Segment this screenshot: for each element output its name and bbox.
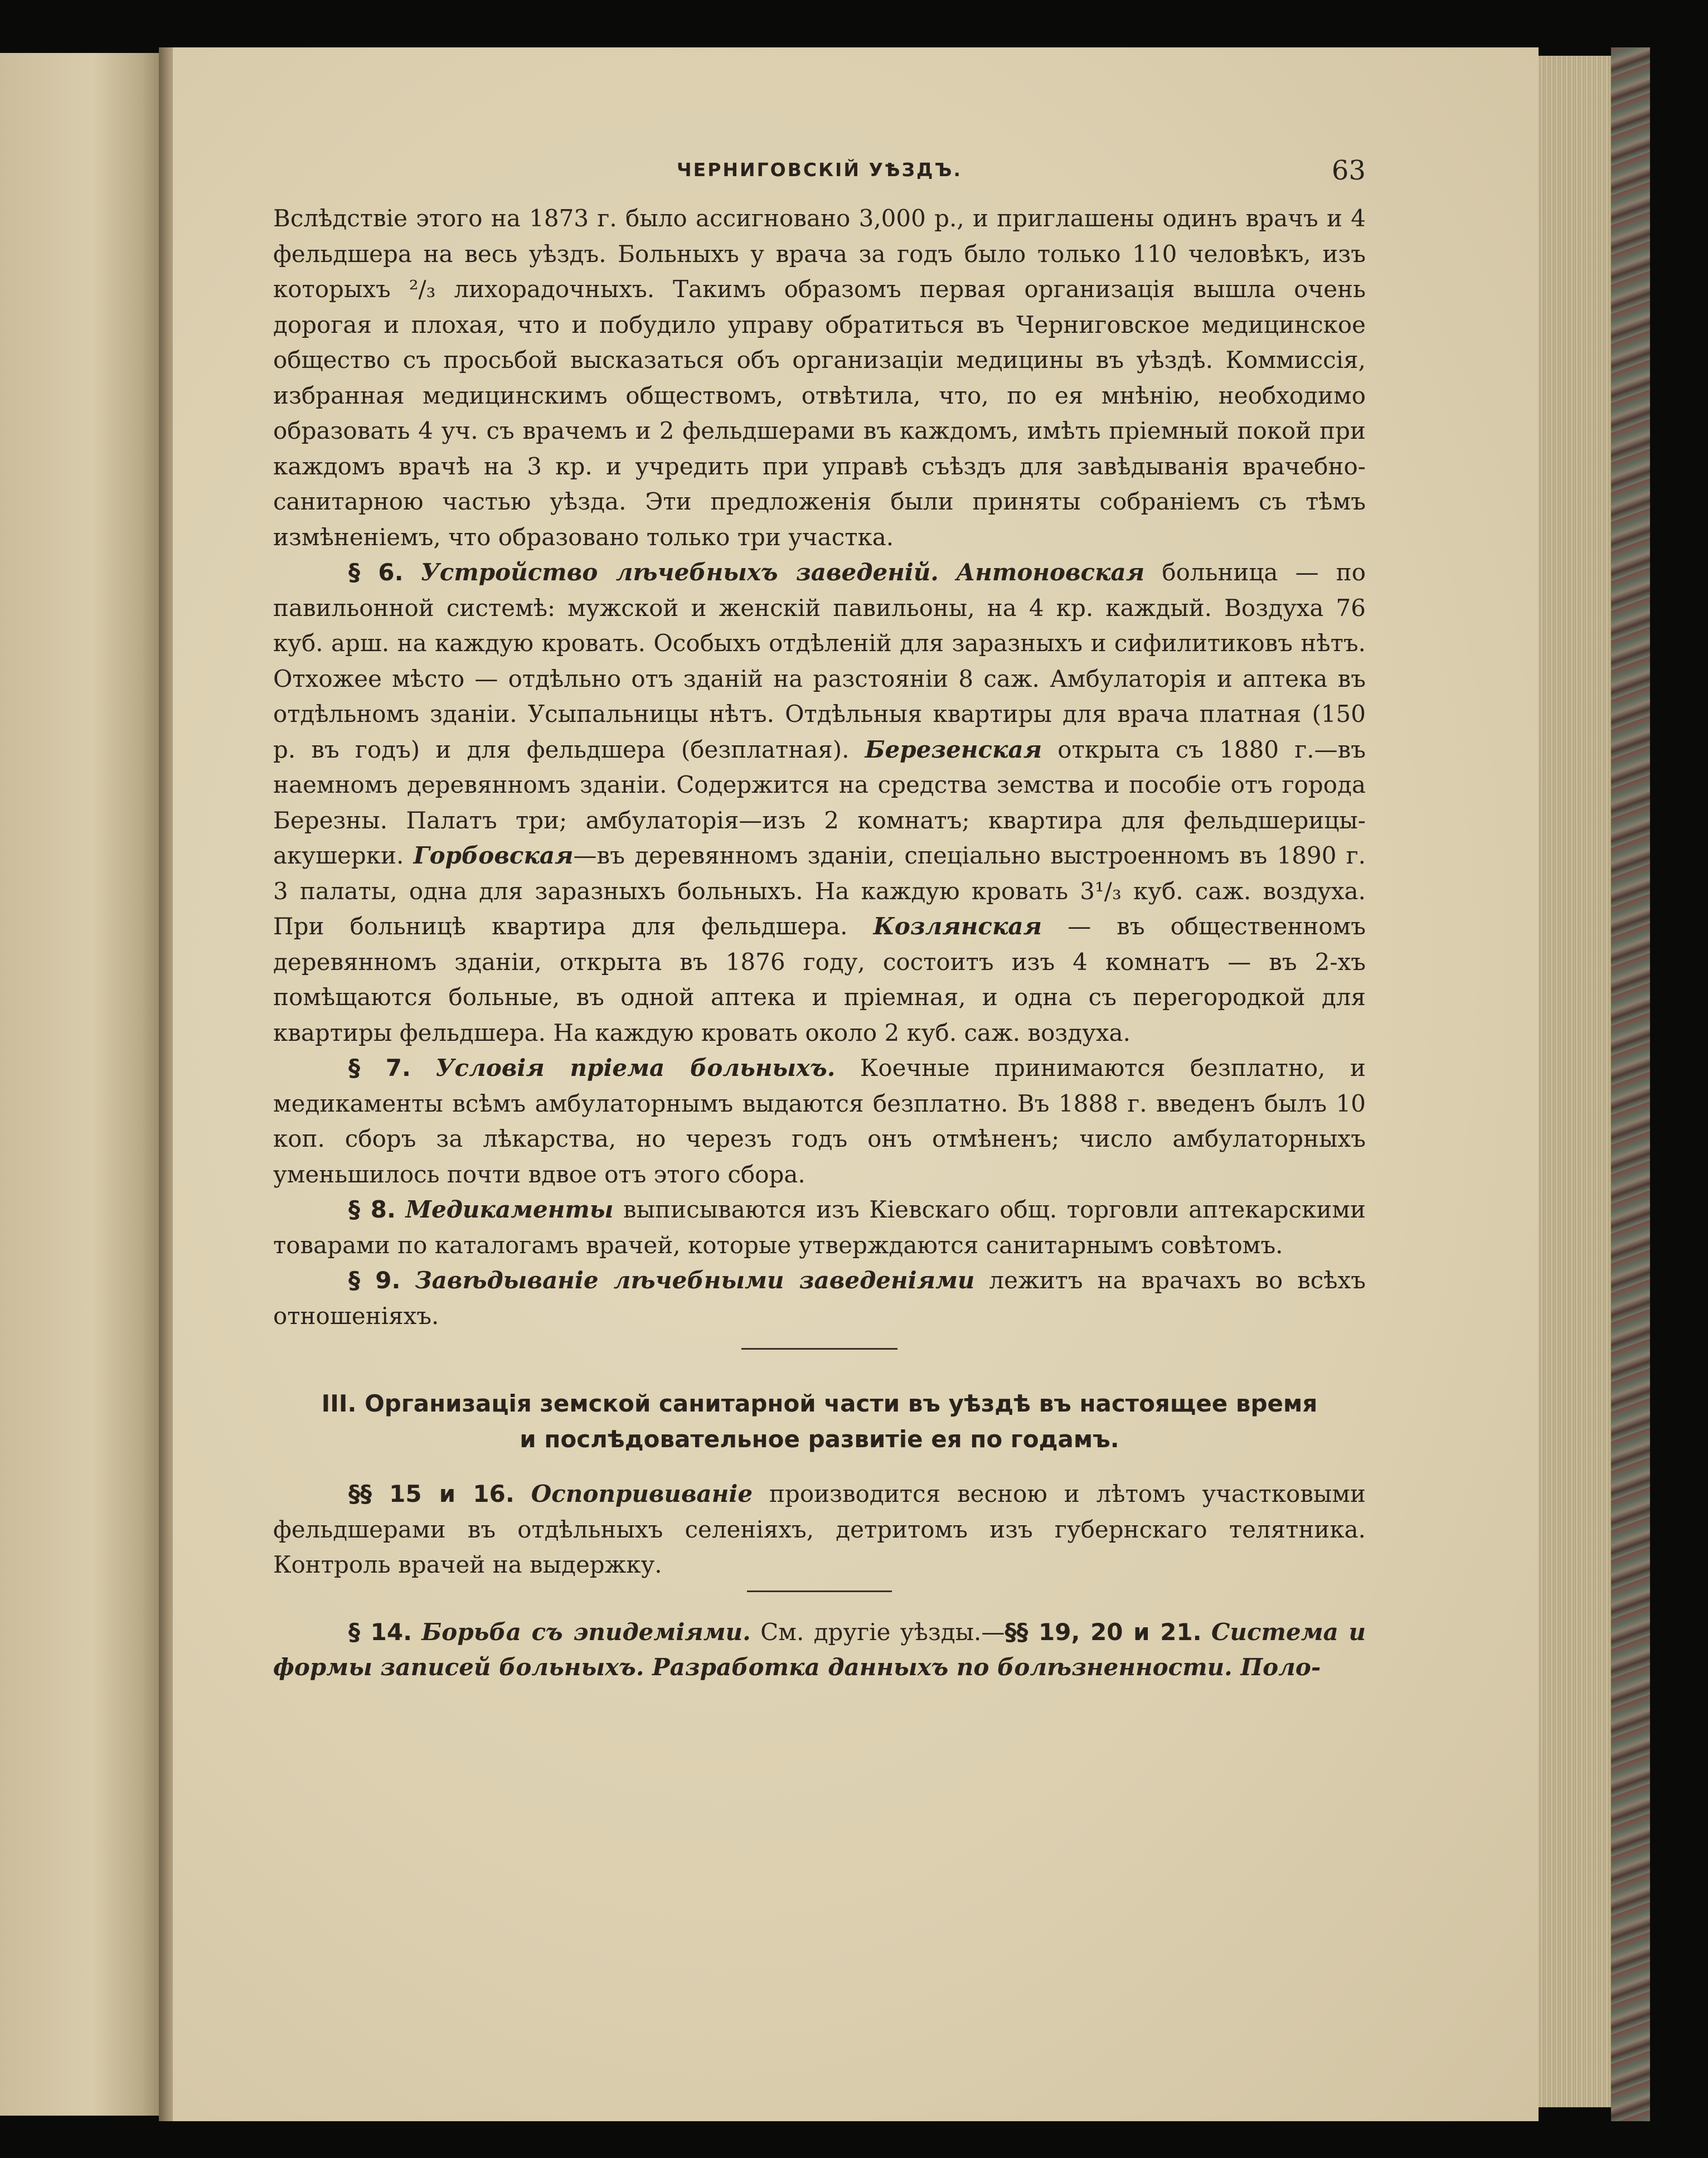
section-6-paragraph <box>273 555 1366 1050</box>
running-head: ЧЕРНИГОВСКІЙ УѢЗДЪ. <box>677 159 962 181</box>
intro-paragraph: Вслѣдствіе этого на 1873 г. было ассигновано 3,000 р., и приглашены одинъ врачъ и 4 фельдшера на весь уѣздъ. Больныхъ у врача за годъ было только 110 человѣкъ, изъ которыхъ ²/₃ лихорадочныхъ. Такимъ образомъ первая организація вышла очень дорогая и плохая, что и побудило управу обратиться въ Черниговское медицинское общество съ просьбой высказаться объ организаціи медицины въ уѣздѣ. Коммиссія, избранная медицинскимъ обществомъ, отвѣтила, что, по ея мнѣнію, необходимо образовать 4 уч. съ врачемъ и 2 фельдшерами въ каждомъ, имѣть пріемный покой при каждомъ врачѣ на 3 кр. и учредить при управѣ съѣздъ для завѣдыванія врачебно-санитарною частью уѣзда. Эти предложенія были приняты собраніемъ съ тѣмъ измѣненіемъ, что образовано только три участка. <box>273 205 1366 551</box>
section-mark: § 9. <box>348 1267 401 1294</box>
page-edges <box>1539 56 1611 2107</box>
hospital-name: Антоновская <box>956 559 1145 586</box>
section-15-paragraph <box>273 1476 1366 1583</box>
section-mark: § 14. <box>348 1618 413 1646</box>
section-14-paragraph <box>273 1614 1366 1685</box>
section-mark: § 8. <box>348 1196 396 1223</box>
hospital-name: Березенская <box>865 735 1042 763</box>
paragraph-text: —въ деревянномъ зданіи, спеціально выстроенномъ въ 1890 г. 3 палаты, одна для заразныхъ больныхъ. На каждую кровать 3¹/₃ куб. саж. воздуха. При больницѣ квартира для фельдшера. <box>273 842 1366 940</box>
section-heading: Система и формы записей больныхъ. Разработка данныхъ по болѣзненности. Поло- <box>273 1618 1366 1681</box>
section-heading: Медикаменты <box>405 1196 614 1223</box>
section-9-paragraph <box>273 1263 1366 1333</box>
section-mark: §§ 15 и 16. <box>348 1480 515 1507</box>
section-divider <box>747 1590 892 1592</box>
section-heading: Условія пріема больныхъ. <box>435 1054 836 1082</box>
section-divider <box>741 1348 897 1350</box>
section-mark: § 7. <box>348 1054 411 1082</box>
hospital-name: Горбовская <box>413 842 574 869</box>
paragraph-text: больница — по павильонной системѣ: мужской и женскій павильоны, на 4 кр. каждый. Воздуха 76 куб. арш. на каждую кровать. Особыхъ отдѣленій для заразныхъ и сифилитиковъ нѣтъ. Отхожее мѣсто — отдѣльно отъ зданій на разстояніи 8 саж. Амбулаторія и аптека въ отдѣльномъ зданіи. Усыпальницы нѣтъ. Отдѣльныя квартиры для врача платная (150 р. въ годъ) и для фельдшера (безплатная). <box>273 559 1366 763</box>
page-header <box>273 139 1366 201</box>
page-content <box>273 139 1366 1685</box>
paragraph-text: См. другіе уѣзды.— <box>750 1618 1005 1646</box>
marbled-cover <box>1611 47 1650 2121</box>
section-title-line: и послѣдовательное развитіе ея по годамъ. <box>520 1425 1119 1453</box>
paragraph-text: лежитъ на врачахъ во всѣхъ отношеніяхъ. <box>273 1267 1366 1330</box>
section-heading: Оспопрививаніе <box>531 1480 753 1507</box>
paragraph-text: Коечные принимаются безплатно, и медикаменты всѣмъ амбулаторнымъ выдаются безплатно. Въ 1888 г. введенъ былъ 10 коп. сборъ за лѣкарства, но черезъ годъ онъ отмѣненъ; число амбулаторныхъ уменьшилось почти вдвое отъ этого сбора. <box>273 1054 1366 1188</box>
paragraph-text: открыта съ 1880 г.—въ наемномъ деревянномъ зданіи. Содержится на средства земства и пособіе отъ города Березны. Палатъ три; амбулаторія—изъ 2 комнатъ; квартира для фельдшерицы-акушерки. <box>273 735 1366 869</box>
section-title-line: III. Организація земской санитарной части въ уѣздѣ въ настоящее время <box>321 1390 1318 1417</box>
section-heading: Борьба съ эпидеміями. <box>421 1618 751 1646</box>
left-facing-page <box>0 53 167 2116</box>
paragraph-text: производится весною и лѣтомъ участковыми фельдшерами въ отдѣльныхъ селеніяхъ, детритомъ изъ губернскаго телятника. Контроль врачей на выдержку. <box>273 1480 1366 1578</box>
section-heading: Завѣдываніе лѣчебными заведеніями <box>415 1267 975 1294</box>
page-number: 63 <box>1331 155 1366 186</box>
section-heading: Устройство лѣчебныхъ заведеній. <box>420 559 939 586</box>
section-3-title <box>273 1386 1366 1457</box>
hospital-name: Козлянская <box>873 913 1042 940</box>
section-8-paragraph <box>273 1192 1366 1263</box>
paragraph-text: выписываются изъ Кіевскаго общ. торговли аптекарскими товарами по каталогамъ врачей, которые утверждаются санитарнымъ совѣтомъ. <box>273 1196 1366 1259</box>
paragraph-text: — въ общественномъ деревянномъ зданіи, открыта въ 1876 году, состоитъ изъ 4 комнатъ — въ 2-хъ помѣщаются больные, въ одной аптека и пріемная, и одна съ перегородкой для квартиры фельдшера. На каждую кровать около 2 куб. саж. воздуха. <box>273 913 1366 1046</box>
section-mark: § 6. <box>348 559 404 586</box>
section-7-paragraph <box>273 1050 1366 1192</box>
section-mark: §§ 19, 20 и 21. <box>1005 1618 1202 1646</box>
